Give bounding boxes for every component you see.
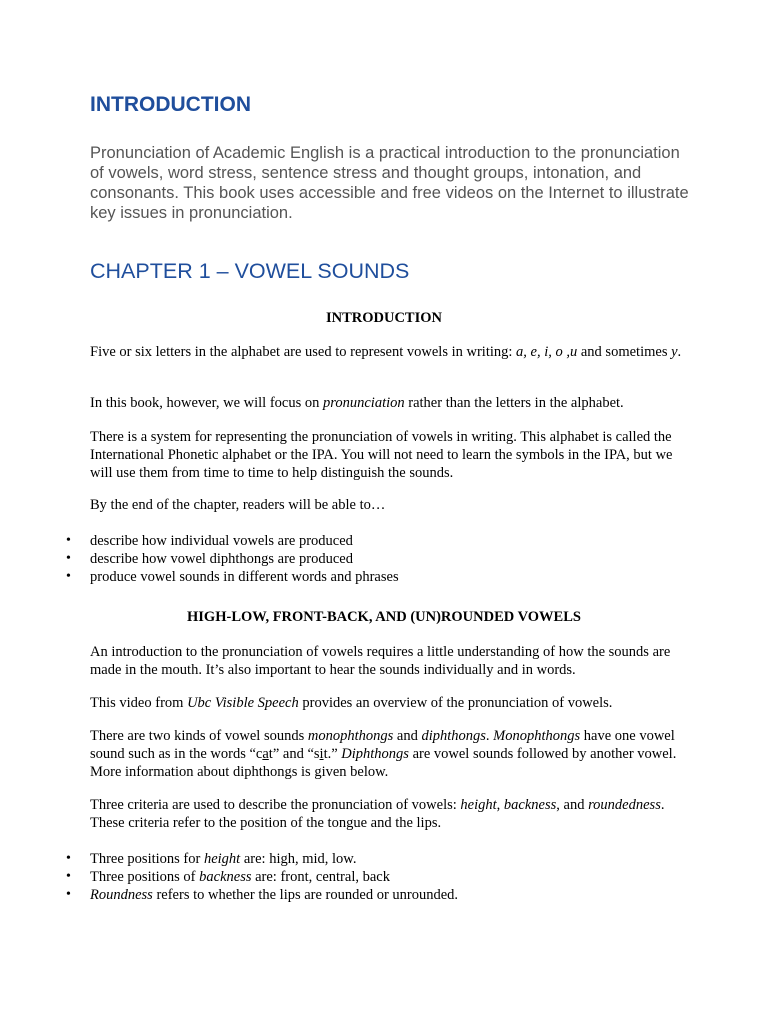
paragraph-ipa: There is a system for representing the pronunciation of vowels in writing. This alphabet is called the International Phonetic alphabet or the IPA. You will not need to learn the symbols in the IPA, but we will use them from time to time to help distinguish the sounds. [90,429,673,481]
bullet-icon: • [66,869,71,884]
criteria-list [0,850,700,904]
paragraph-vowel-kinds: There are two kinds of vowel sounds monophthongs and diphthongs. Monophthongs have one vowel sound such as in the words “cat” and “sit.” Diphthongs are vowel sounds followed by another vowel. More information about diphthongs is given below. [90,728,677,780]
list-item: • Roundness refers to whether the lips are rounded or unrounded. [66,887,459,903]
chapter-title: CHAPTER 1 – VOWEL SOUNDS [90,259,410,283]
bullet-icon: • [66,851,71,866]
bullet-icon: • [66,533,71,548]
paragraph-video: This video from Ubc Visible Speech provides an overview of the pronunciation of vowels. [90,695,613,711]
objectives-list [0,532,700,586]
list-item: • Three positions of backness are: front, central, back [66,869,390,885]
paragraph-vowel-letters: Five or six letters in the alphabet are used to represent vowels in writing: a, e, i, o ,u and sometimes y. [90,344,682,360]
list-item: • describe how individual vowels are produced [66,533,353,549]
bullet-icon: • [66,569,71,584]
paragraph-criteria: Three criteria are used to describe the pronunciation of vowels: height, backness, and roundedness. These criteria refer to the position of the tongue and the lips. [90,797,665,831]
page-title: INTRODUCTION [90,93,251,116]
bullet-icon: • [66,551,71,566]
list-item: • produce vowel sounds in different words and phrases [66,569,399,585]
paragraph-focus: In this book, however, we will focus on pronunciation rather than the letters in the alphabet. [90,395,624,411]
section-heading-introduction: INTRODUCTION [325,310,442,326]
section-heading-vowel-types: HIGH-LOW, FRONT-BACK, AND (UN)ROUNDED VOWELS [187,609,581,625]
list-item: • describe how vowel diphthongs are produced [66,551,353,567]
bullet-icon: • [66,887,71,902]
paragraph-objectives-intro: By the end of the chapter, readers will be able to… [90,497,386,513]
intro-paragraph: Pronunciation of Academic English is a practical introduction to the pronunciation of vowels, word stress, sentence stress and thought groups, intonation, and consonants. This book uses accessible and free videos on the Internet to illustrate key issues in pronunciation. [90,144,689,222]
paragraph-vowel-intro: An introduction to the pronunciation of vowels requires a little understanding of how the sounds are made in the mouth. It’s also important to hear the sounds individually and in words. [90,644,671,678]
list-item: • Three positions for height are: high, mid, low. [66,851,357,867]
